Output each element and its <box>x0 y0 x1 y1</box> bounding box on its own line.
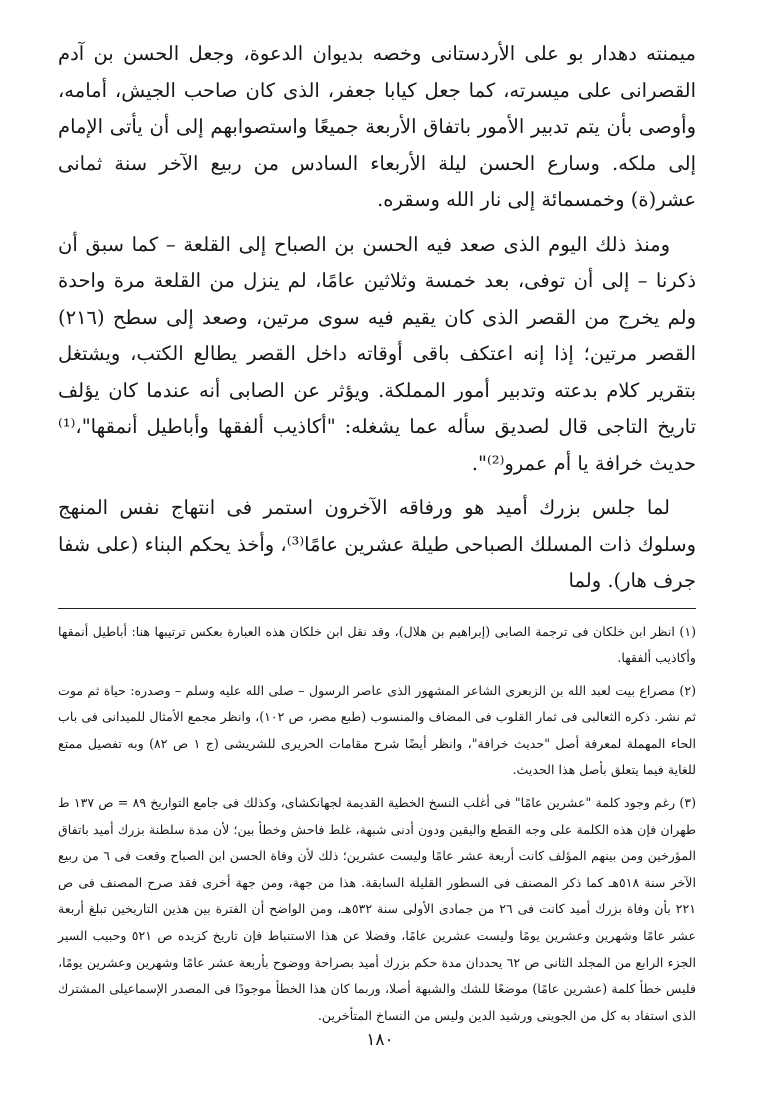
footnote-divider <box>58 608 696 609</box>
footnote-2: (٢) مصراع بيت لعبد الله بن الزبعرى الشاعر المشهور الذى عاصر الرسول – صلى الله عليه وسلم – وصدره: حياة ثم موت ثم نشر. ذكره الثعالبى فى ثمار القلوب فى المضاف والمنسوب (طبع مصر، ص ١٠٢)، وانظر مجمع الأمثال للميدانى فى باب الحاء المهملة لمعرفة أصل "حديث خرافة"، وانظر أيضًا شرح مقامات الحريرى للشريشى (ج ١ ص ٨٢) وبه تفصيل ممتع للغاية فيما يتعلق بأصل هذا الحديث. <box>58 682 696 778</box>
footnotes <box>58 619 696 1030</box>
paragraph-2: ومنذ ذلك اليوم الذى صعد فيه الحسن بن الصباح إلى القلعة – كما سبق أن ذكرنا – إلى أن توفى، بعد خمسة وثلاثين عامًا، لم ينزل من القلعة مرة واحدة ولم يخرج من القصر الذى كان يقيم فيه سوى مرتين، وصعد إلى سطح (٢١٦) القصر مرتين؛ إذا إنه اعتكف باقى أوقاته داخل القصر يطالع الكتب، ويشتغل بتقرير كلام بدعته وتدبير أمور المملكة. ويؤثر عن الصابى أنه عندما كان يؤلف تاريخ التاجى قال لصديق سأله عما يشغله: "أكاذيب ألفقها وأباطيل أنمقها"،⁽¹⁾ حديث خرافة يا أم عمرو⁽²⁾". <box>58 232 696 475</box>
paragraph-3: لما جلس بزرك أميد هو ورفاقه الآخرون استمر فى انتهاج نفس المنهج وسلوك ذات المسلك الصباحى طيلة عشرين عامًا⁽³⁾، وأخذ يحكم البناء (على شفا جرف هار). ولما <box>58 496 696 592</box>
main-text <box>58 36 696 600</box>
page-number: ١٨٠ <box>366 1030 394 1050</box>
footnote-1: (١) انظر ابن خلكان فى ترجمة الصابى (إبراهيم بن هلال)، وقد نقل ابن خلكان هذه العبارة بعكس ترتيبها هنا: أباطيل أنمقها وأكاذيب ألفقها. <box>58 623 696 666</box>
footnote-3: (٣) رغم وجود كلمة "عشرين عامًا" فى أغلب النسخ الخطية القديمة لجهانكشاى، وكذلك فى جامع التواريخ ٨٩ = ص ١٣٧ ط طهران فإن هذه الكلمة على وجه القطع واليقين ودون أدنى شبهة، غلط فاحش وخطأ بين؛ لأن مدة سلطنة بزرك أميد باتفاق المؤرخين ومن بينهم المؤلف كانت أربعة عشر عامًا وليست عشرين؛ ذلك لأن وفاة الحسن ابن الصباح وقعت فى ٦ من ربيع الآخر سنة ٥١٨هـ كما ذكر المصنف فى السطور القليلة السابقة. هذا من جهة، ومن جهة أخرى فقد صرح المصنف فى ص ٢٢١ بأن وفاة بزرك أميد كانت فى ٢٦ من جمادى الأولى سنة ٥٣٢هـ، ومن الواضح أن الفترة بين هذين التاريخين تبلغ أربعة عشر عامًا وشهرين وعشرين يومًا وليست عشرين عامًا، وفضلا عن هذا الاستنباط فإن تاريخ كزيده ص ٥٢١ وحبيب السير الجزء الرابع من المجلد الثانى ص ٦٢ يحددان مدة حكم بزرك أميد بصراحة ووضوح بأربعة عشر عامًا وشهرين وعشرين يومًا، فليس خطأ كلمة (عشرين عامًا) موضعًا للشك والشبهة أصلا، وربما كان هذا الخطأ موجودًا فى المصدر الإسماعيلى المشترك الذى استفاد به كل من الجوينى ورشيد الدين وليس من النساخ المتأخرين. <box>58 795 697 1023</box>
paragraph-1: ميمنته دهدار بو على الأردستانى وخصه بديوان الدعوة، وجعل الحسن بن آدم القصرانى على ميسرته، كما جعل كيابا جعفر، الذى كان صاحب الجيش، أمامه، وأوصى بأن يتم تدبير الأمور باتفاق الأربعة جميعًا واستصوابهم إلى أن يأتى الإمام إلى ملكه. وسارع الحسن ليلة الأربعاء السادس من ربيع الآخر سنة ثمانى عشر(ة) وخمسمائة إلى نار الله وسقره. <box>58 42 696 211</box>
